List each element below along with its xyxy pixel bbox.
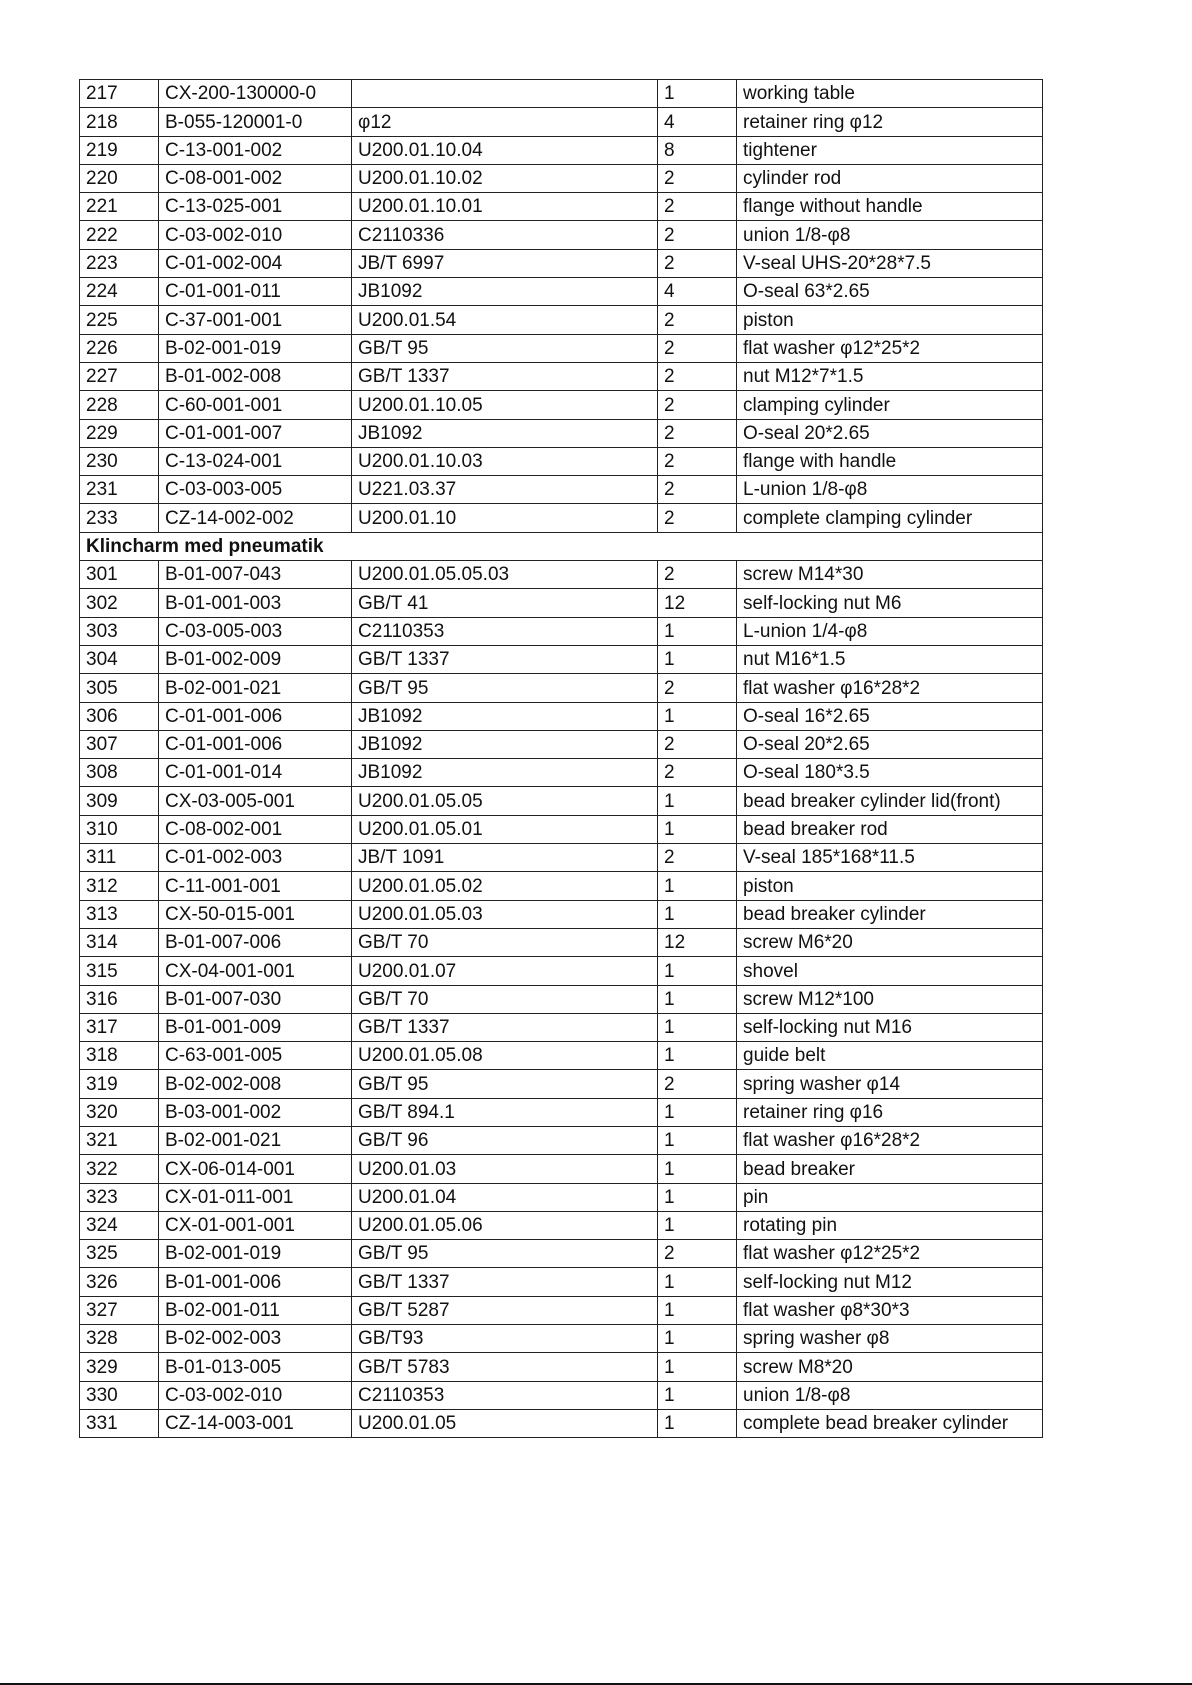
part-number-cell: C-03-002-010: [159, 1381, 352, 1409]
item-number-cell: 315: [80, 957, 159, 985]
description-cell: nut M16*1.5: [737, 645, 1043, 673]
table-row: [80, 844, 1043, 872]
part-number-cell: C-08-001-002: [159, 164, 352, 192]
part-number-cell: B-01-001-003: [159, 589, 352, 617]
specification-cell: U200.01.10.03: [352, 447, 658, 475]
specification-cell: JB1092: [352, 278, 658, 306]
description-cell: piston: [737, 306, 1043, 334]
table-row: [80, 1126, 1043, 1154]
item-number-cell: 330: [80, 1381, 159, 1409]
quantity-cell: 8: [658, 136, 737, 164]
specification-cell: U200.01.07: [352, 957, 658, 985]
description-cell: complete clamping cylinder: [737, 504, 1043, 532]
item-number-cell: 319: [80, 1070, 159, 1098]
quantity-cell: 2: [658, 193, 737, 221]
description-cell: tightener: [737, 136, 1043, 164]
table-row: [80, 334, 1043, 362]
quantity-cell: 1: [658, 957, 737, 985]
description-cell: flat washer φ16*28*2: [737, 1126, 1043, 1154]
description-cell: shovel: [737, 957, 1043, 985]
item-number-cell: 314: [80, 928, 159, 956]
table-row: [80, 900, 1043, 928]
description-cell: nut M12*7*1.5: [737, 362, 1043, 390]
specification-cell: GB/T 1337: [352, 362, 658, 390]
quantity-cell: 1: [658, 645, 737, 673]
quantity-cell: 1: [658, 702, 737, 730]
specification-cell: U200.01.10.01: [352, 193, 658, 221]
table-row: [80, 787, 1043, 815]
part-number-cell: C-03-005-003: [159, 617, 352, 645]
specification-cell: GB/T 70: [352, 928, 658, 956]
table-row: [80, 504, 1043, 532]
table-row: [80, 561, 1043, 589]
specification-cell: U200.01.05.05: [352, 787, 658, 815]
quantity-cell: 2: [658, 730, 737, 758]
table-row: [80, 1353, 1043, 1381]
quantity-cell: 2: [658, 164, 737, 192]
specification-cell: U200.01.10.04: [352, 136, 658, 164]
table-row: [80, 1268, 1043, 1296]
specification-cell: GB/T 95: [352, 674, 658, 702]
specification-cell: φ12: [352, 108, 658, 136]
description-cell: bead breaker rod: [737, 815, 1043, 843]
item-number-cell: 219: [80, 136, 159, 164]
table-row: [80, 928, 1043, 956]
part-number-cell: C-01-002-004: [159, 249, 352, 277]
part-number-cell: C-01-001-007: [159, 419, 352, 447]
item-number-cell: 327: [80, 1296, 159, 1324]
part-number-cell: B-01-001-006: [159, 1268, 352, 1296]
item-number-cell: 316: [80, 985, 159, 1013]
part-number-cell: C-13-001-002: [159, 136, 352, 164]
quantity-cell: 1: [658, 1325, 737, 1353]
quantity-cell: 1: [658, 787, 737, 815]
description-cell: O-seal 16*2.65: [737, 702, 1043, 730]
part-number-cell: C-11-001-001: [159, 872, 352, 900]
description-cell: guide belt: [737, 1042, 1043, 1070]
description-cell: flange with handle: [737, 447, 1043, 475]
item-number-cell: 302: [80, 589, 159, 617]
item-number-cell: 310: [80, 815, 159, 843]
quantity-cell: 1: [658, 1098, 737, 1126]
quantity-cell: 1: [658, 900, 737, 928]
specification-cell: U200.01.10: [352, 504, 658, 532]
quantity-cell: 1: [658, 872, 737, 900]
part-number-cell: B-01-007-006: [159, 928, 352, 956]
quantity-cell: 1: [658, 985, 737, 1013]
part-number-cell: B-01-013-005: [159, 1353, 352, 1381]
part-number-cell: B-01-007-030: [159, 985, 352, 1013]
description-cell: self-locking nut M6: [737, 589, 1043, 617]
table-row: [80, 108, 1043, 136]
specification-cell: U200.01.54: [352, 306, 658, 334]
table-row: [80, 985, 1043, 1013]
description-cell: complete bead breaker cylinder: [737, 1409, 1043, 1437]
description-cell: pin: [737, 1183, 1043, 1211]
quantity-cell: 2: [658, 362, 737, 390]
specification-cell: JB1092: [352, 419, 658, 447]
description-cell: V-seal 185*168*11.5: [737, 844, 1043, 872]
table-row: [80, 1070, 1043, 1098]
item-number-cell: 320: [80, 1098, 159, 1126]
table-row: [80, 306, 1043, 334]
table-row: [80, 1296, 1043, 1324]
description-cell: flange without handle: [737, 193, 1043, 221]
section-header-row: [80, 532, 1043, 560]
quantity-cell: 1: [658, 815, 737, 843]
part-number-cell: C-60-001-001: [159, 391, 352, 419]
description-cell: flat washer φ16*28*2: [737, 674, 1043, 702]
table-row: [80, 815, 1043, 843]
part-number-cell: B-01-002-009: [159, 645, 352, 673]
specification-cell: GB/T 1337: [352, 1013, 658, 1041]
quantity-cell: 4: [658, 108, 737, 136]
specification-cell: GB/T 5783: [352, 1353, 658, 1381]
specification-cell: GB/T 95: [352, 1070, 658, 1098]
parts-list-table: [79, 79, 1043, 1438]
specification-cell: C2110336: [352, 221, 658, 249]
description-cell: screw M8*20: [737, 1353, 1043, 1381]
item-number-cell: 225: [80, 306, 159, 334]
part-number-cell: C-13-024-001: [159, 447, 352, 475]
item-number-cell: 323: [80, 1183, 159, 1211]
quantity-cell: 1: [658, 80, 737, 108]
table-row: [80, 1409, 1043, 1437]
quantity-cell: 2: [658, 759, 737, 787]
description-cell: retainer ring φ12: [737, 108, 1043, 136]
description-cell: screw M14*30: [737, 561, 1043, 589]
part-number-cell: CZ-14-002-002: [159, 504, 352, 532]
specification-cell: U221.03.37: [352, 476, 658, 504]
description-cell: O-seal 20*2.65: [737, 419, 1043, 447]
description-cell: self-locking nut M12: [737, 1268, 1043, 1296]
specification-cell: GB/T 5287: [352, 1296, 658, 1324]
specification-cell: JB/T 6997: [352, 249, 658, 277]
table-row: [80, 476, 1043, 504]
part-number-cell: C-01-001-011: [159, 278, 352, 306]
description-cell: O-seal 20*2.65: [737, 730, 1043, 758]
item-number-cell: 217: [80, 80, 159, 108]
item-number-cell: 312: [80, 872, 159, 900]
part-number-cell: B-02-001-019: [159, 1240, 352, 1268]
description-cell: flat washer φ12*25*2: [737, 334, 1043, 362]
quantity-cell: 4: [658, 278, 737, 306]
table-row: [80, 1042, 1043, 1070]
quantity-cell: 2: [658, 221, 737, 249]
table-row: [80, 419, 1043, 447]
description-cell: spring washer φ14: [737, 1070, 1043, 1098]
quantity-cell: 1: [658, 1211, 737, 1239]
item-number-cell: 329: [80, 1353, 159, 1381]
table-row: [80, 164, 1043, 192]
quantity-cell: 2: [658, 249, 737, 277]
part-number-cell: B-02-001-019: [159, 334, 352, 362]
quantity-cell: 1: [658, 1126, 737, 1154]
table-row: [80, 1183, 1043, 1211]
item-number-cell: 318: [80, 1042, 159, 1070]
item-number-cell: 226: [80, 334, 159, 362]
item-number-cell: 303: [80, 617, 159, 645]
description-cell: cylinder rod: [737, 164, 1043, 192]
quantity-cell: 2: [658, 447, 737, 475]
quantity-cell: 1: [658, 1268, 737, 1296]
quantity-cell: 2: [658, 476, 737, 504]
description-cell: bead breaker cylinder lid(front): [737, 787, 1043, 815]
table-row: [80, 447, 1043, 475]
description-cell: flat washer φ8*30*3: [737, 1296, 1043, 1324]
table-row: [80, 702, 1043, 730]
item-number-cell: 308: [80, 759, 159, 787]
item-number-cell: 223: [80, 249, 159, 277]
table-row: [80, 872, 1043, 900]
quantity-cell: 1: [658, 617, 737, 645]
part-number-cell: B-01-007-043: [159, 561, 352, 589]
specification-cell: JB1092: [352, 730, 658, 758]
description-cell: union 1/8-φ8: [737, 221, 1043, 249]
table-row: [80, 1381, 1043, 1409]
description-cell: L-union 1/8-φ8: [737, 476, 1043, 504]
specification-cell: U200.01.04: [352, 1183, 658, 1211]
part-number-cell: B-02-001-021: [159, 1126, 352, 1154]
table-row: [80, 136, 1043, 164]
item-number-cell: 317: [80, 1013, 159, 1041]
quantity-cell: 12: [658, 589, 737, 617]
specification-cell: GB/T 96: [352, 1126, 658, 1154]
quantity-cell: 2: [658, 334, 737, 362]
quantity-cell: 2: [658, 391, 737, 419]
quantity-cell: 2: [658, 504, 737, 532]
table-row: [80, 1325, 1043, 1353]
part-number-cell: B-02-002-003: [159, 1325, 352, 1353]
specification-cell: [352, 80, 658, 108]
description-cell: L-union 1/4-φ8: [737, 617, 1043, 645]
specification-cell: U200.01.05.02: [352, 872, 658, 900]
specification-cell: GB/T 95: [352, 334, 658, 362]
specification-cell: U200.01.05.05.03: [352, 561, 658, 589]
quantity-cell: 12: [658, 928, 737, 956]
item-number-cell: 307: [80, 730, 159, 758]
item-number-cell: 324: [80, 1211, 159, 1239]
table-row: [80, 759, 1043, 787]
description-cell: bead breaker: [737, 1155, 1043, 1183]
specification-cell: GB/T 70: [352, 985, 658, 1013]
quantity-cell: 1: [658, 1353, 737, 1381]
quantity-cell: 1: [658, 1155, 737, 1183]
item-number-cell: 301: [80, 561, 159, 589]
description-cell: screw M12*100: [737, 985, 1043, 1013]
quantity-cell: 2: [658, 306, 737, 334]
table-row: [80, 1013, 1043, 1041]
item-number-cell: 228: [80, 391, 159, 419]
item-number-cell: 309: [80, 787, 159, 815]
quantity-cell: 2: [658, 674, 737, 702]
specification-cell: GB/T 41: [352, 589, 658, 617]
part-number-cell: C-03-002-010: [159, 221, 352, 249]
item-number-cell: 306: [80, 702, 159, 730]
specification-cell: U200.01.03: [352, 1155, 658, 1183]
part-number-cell: CZ-14-003-001: [159, 1409, 352, 1437]
item-number-cell: 313: [80, 900, 159, 928]
item-number-cell: 305: [80, 674, 159, 702]
description-cell: screw M6*20: [737, 928, 1043, 956]
parts-list-body: [80, 80, 1043, 1438]
quantity-cell: 1: [658, 1409, 737, 1437]
part-number-cell: C-01-001-006: [159, 702, 352, 730]
part-number-cell: CX-04-001-001: [159, 957, 352, 985]
item-number-cell: 231: [80, 476, 159, 504]
item-number-cell: 321: [80, 1126, 159, 1154]
specification-cell: GB/T 894.1: [352, 1098, 658, 1126]
quantity-cell: 1: [658, 1183, 737, 1211]
quantity-cell: 1: [658, 1042, 737, 1070]
part-number-cell: B-055-120001-0: [159, 108, 352, 136]
table-row: [80, 957, 1043, 985]
table-row: [80, 645, 1043, 673]
specification-cell: U200.01.05.03: [352, 900, 658, 928]
table-row: [80, 221, 1043, 249]
specification-cell: U200.01.10.05: [352, 391, 658, 419]
part-number-cell: C-01-002-003: [159, 844, 352, 872]
table-row: [80, 391, 1043, 419]
item-number-cell: 218: [80, 108, 159, 136]
specification-cell: C2110353: [352, 1381, 658, 1409]
description-cell: self-locking nut M16: [737, 1013, 1043, 1041]
table-row: [80, 1098, 1043, 1126]
part-number-cell: B-02-001-021: [159, 674, 352, 702]
table-row: [80, 362, 1043, 390]
description-cell: working table: [737, 80, 1043, 108]
description-cell: piston: [737, 872, 1043, 900]
part-number-cell: CX-01-011-001: [159, 1183, 352, 1211]
table-row: [80, 1240, 1043, 1268]
part-number-cell: CX-03-005-001: [159, 787, 352, 815]
table-row: [80, 617, 1043, 645]
specification-cell: GB/T93: [352, 1325, 658, 1353]
specification-cell: GB/T 95: [352, 1240, 658, 1268]
part-number-cell: C-08-002-001: [159, 815, 352, 843]
part-number-cell: CX-01-001-001: [159, 1211, 352, 1239]
section-title: Klincharm med pneumatik: [80, 532, 1043, 560]
part-number-cell: CX-200-130000-0: [159, 80, 352, 108]
specification-cell: JB1092: [352, 702, 658, 730]
table-row: [80, 674, 1043, 702]
quantity-cell: 2: [658, 844, 737, 872]
item-number-cell: 326: [80, 1268, 159, 1296]
part-number-cell: C-63-001-005: [159, 1042, 352, 1070]
table-row: [80, 730, 1043, 758]
part-number-cell: B-03-001-002: [159, 1098, 352, 1126]
description-cell: O-seal 63*2.65: [737, 278, 1043, 306]
part-number-cell: B-02-002-008: [159, 1070, 352, 1098]
part-number-cell: B-01-002-008: [159, 362, 352, 390]
description-cell: bead breaker cylinder: [737, 900, 1043, 928]
quantity-cell: 1: [658, 1381, 737, 1409]
description-cell: spring washer φ8: [737, 1325, 1043, 1353]
specification-cell: U200.01.05: [352, 1409, 658, 1437]
specification-cell: JB/T 1091: [352, 844, 658, 872]
part-number-cell: B-02-001-011: [159, 1296, 352, 1324]
specification-cell: GB/T 1337: [352, 1268, 658, 1296]
part-number-cell: C-01-001-006: [159, 730, 352, 758]
specification-cell: U200.01.10.02: [352, 164, 658, 192]
item-number-cell: 229: [80, 419, 159, 447]
part-number-cell: CX-06-014-001: [159, 1155, 352, 1183]
part-number-cell: C-13-025-001: [159, 193, 352, 221]
table-row: [80, 249, 1043, 277]
item-number-cell: 222: [80, 221, 159, 249]
table-row: [80, 278, 1043, 306]
quantity-cell: 1: [658, 1296, 737, 1324]
specification-cell: C2110353: [352, 617, 658, 645]
description-cell: flat washer φ12*25*2: [737, 1240, 1043, 1268]
table-row: [80, 80, 1043, 108]
item-number-cell: 328: [80, 1325, 159, 1353]
description-cell: rotating pin: [737, 1211, 1043, 1239]
item-number-cell: 233: [80, 504, 159, 532]
specification-cell: U200.01.05.06: [352, 1211, 658, 1239]
part-number-cell: C-37-001-001: [159, 306, 352, 334]
item-number-cell: 311: [80, 844, 159, 872]
item-number-cell: 227: [80, 362, 159, 390]
specification-cell: GB/T 1337: [352, 645, 658, 673]
quantity-cell: 2: [658, 1070, 737, 1098]
item-number-cell: 230: [80, 447, 159, 475]
item-number-cell: 221: [80, 193, 159, 221]
description-cell: O-seal 180*3.5: [737, 759, 1043, 787]
specification-cell: JB1092: [352, 759, 658, 787]
table-row: [80, 1155, 1043, 1183]
item-number-cell: 325: [80, 1240, 159, 1268]
item-number-cell: 322: [80, 1155, 159, 1183]
item-number-cell: 224: [80, 278, 159, 306]
description-cell: retainer ring φ16: [737, 1098, 1043, 1126]
part-number-cell: CX-50-015-001: [159, 900, 352, 928]
table-row: [80, 589, 1043, 617]
table-row: [80, 1211, 1043, 1239]
description-cell: V-seal UHS-20*28*7.5: [737, 249, 1043, 277]
table-row: [80, 193, 1043, 221]
item-number-cell: 331: [80, 1409, 159, 1437]
part-number-cell: B-01-001-009: [159, 1013, 352, 1041]
description-cell: clamping cylinder: [737, 391, 1043, 419]
quantity-cell: 2: [658, 419, 737, 447]
description-cell: union 1/8-φ8: [737, 1381, 1043, 1409]
part-number-cell: C-03-003-005: [159, 476, 352, 504]
quantity-cell: 2: [658, 561, 737, 589]
part-number-cell: C-01-001-014: [159, 759, 352, 787]
item-number-cell: 220: [80, 164, 159, 192]
item-number-cell: 304: [80, 645, 159, 673]
quantity-cell: 2: [658, 1240, 737, 1268]
specification-cell: U200.01.05.01: [352, 815, 658, 843]
quantity-cell: 1: [658, 1013, 737, 1041]
specification-cell: U200.01.05.08: [352, 1042, 658, 1070]
